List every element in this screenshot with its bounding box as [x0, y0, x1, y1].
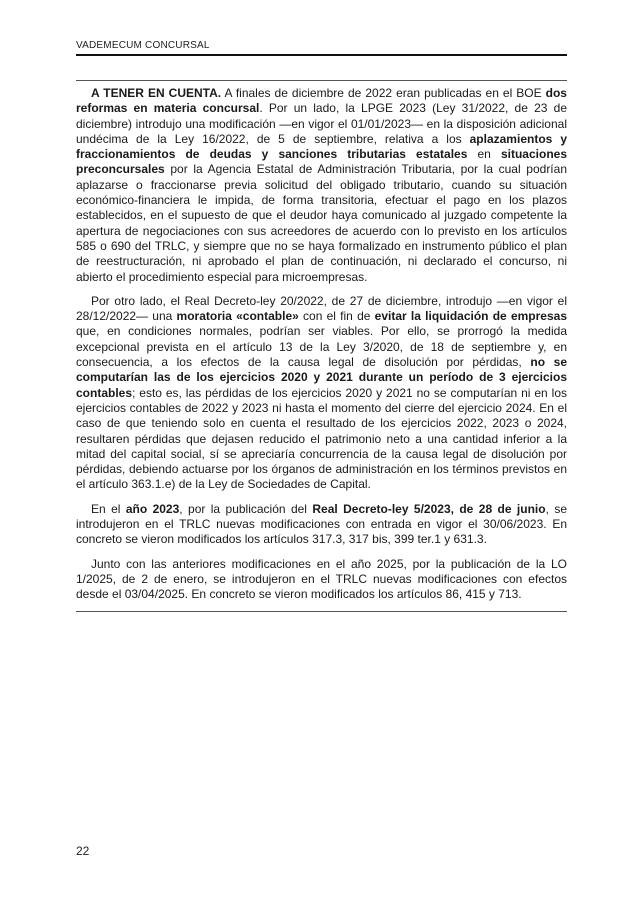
text-span: Junto con las anteriores modificaciones en el año 2025, por la publicación de la LO 1/2025, de 2 de enero, se introdujeron en el TRLC nuevas modificaciones con efectos desde el 03/04/2025. En concreto se vieron modificados los artículos 86, 415 y 713. [76, 556, 567, 602]
page-number: 22 [76, 844, 90, 858]
note-paragraph-2 [76, 294, 567, 493]
bold-span: dos reformas en materia concursal [76, 86, 567, 116]
bold-span: situaciones preconcursales [76, 147, 567, 177]
bold-span: moratoria «contable» [176, 309, 299, 324]
text-span: con el fin de [298, 309, 375, 324]
bold-span: año 2023 [125, 501, 180, 516]
text-span: por la Agencia Estatal de Administración Tributaria, por la cual podrían aplazarse o fraccionarse previa solicitud del obligado tributario, cuando su situación económico-financiera le impida, de forma transitoria, efectuar el pago en los plazos establecidos, en el supuesto de que el deudor haya comunicado al juzgado competente la apertura de negociaciones con sus acreedores de acuerdo con lo previsto en los artículos 585 o 690 del TRLC, y siempre que no se haya formalizado en instrumento público el plan de reestructuración, ni aprobado el plan de continuación, ni declarado el concurso, ni abierto el procedimiento especial para microempresas. [76, 162, 567, 284]
bold-span: evitar la liquidación de empresas [374, 309, 567, 324]
bold-span: no se computarían las de los ejercicios 2020 y 2021 durante un período de 3 ejercicios contables [76, 355, 568, 400]
bold-span: Real Decreto-ley 5/2023, de 28 de junio [312, 501, 546, 516]
text-span: que, en condiciones normales, podrían ser viables. Por ello, se prorrogó la medida excepcional prevista en el artículo 13 de la Ley 3/2020, de 18 de septiembre y, en consecuencia, a los efectos de la causa legal de disolución por pérdidas, [76, 324, 567, 370]
bold-span: aplazamientos y fraccionamientos de deudas y sanciones tributarias estatales [76, 131, 567, 162]
running-header: VADEMECUM CONCURSAL [76, 40, 210, 51]
note-paragraph-1 [76, 86, 567, 285]
text-span: en [467, 147, 501, 162]
text-span: Por otro lado, el Real Decreto-ley 20/2022, de 27 de diciembre, introdujo —en vigor el 28/12/2022— una [76, 293, 567, 324]
note-paragraph-4 [76, 557, 567, 603]
note-lead-label: A TENER EN CUENTA. [91, 86, 222, 100]
text-span: A finales de diciembre de 2022 eran publicadas en el BOE [221, 86, 546, 100]
text-span: . Por un lado, la LPGE 2023 (Ley 31/2022, de 23 de diciembre) introdujo una modificación —en vigor el 01/01/2023— en la disposición adicional undécima de la Ley 16/2022, de 5 de septiembre, relativa a los [76, 101, 567, 146]
text-span: ; esto es, las pérdidas de los ejercicios 2020 y 2021 no se computarían ni en los ejercicios contables de 2022 y 2023 ni hasta el momento del cierre del ejercicio 2024. En el caso de que teniendo solo en cuenta el resultado de los ejercicios 2022, 2023 o 2024, resultaren pérdidas que dejasen reducido el patrimonio neto a una cantidad inferior a la mitad del capital social, sí se apreciaría concurrencia de la causa legal de disolución por pérdidas, debiendo actuarse por los órganos de administración en los términos previstos en el artículo 363.1.e) de la Ley de Sociedades de Capital. [76, 385, 567, 492]
text-span: En el [91, 501, 126, 516]
header-rule [76, 54, 567, 56]
note-box [76, 80, 567, 612]
text-span: , se introdujeron en el TRLC nuevas modificaciones con entrada en vigor el 30/06/2023. En concreto se vieron modificados los artículos 317.3, 317 bis, 399 ter.1 y 631.3. [76, 501, 568, 547]
note-paragraph-3 [76, 502, 567, 548]
text-span: , por la publicación del [179, 501, 313, 516]
